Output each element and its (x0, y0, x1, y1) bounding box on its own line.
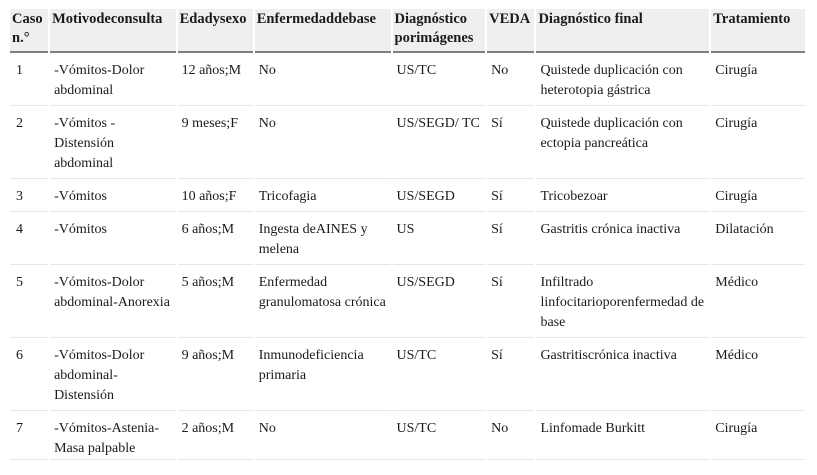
cell-diagnostico-imagenes: US/TC (393, 55, 486, 106)
cell-tratamiento: Cirugía (711, 413, 805, 460)
cell-diagnostico-final: Tricobezoar (536, 181, 709, 212)
cell-caso: 3 (10, 181, 48, 212)
cell-edad-sexo: 6 años;M (178, 214, 253, 265)
cell-caso: 4 (10, 214, 48, 265)
cell-caso: 6 (10, 340, 48, 411)
cell-tratamiento: Cirugía (711, 181, 805, 212)
cell-diagnostico-imagenes: US (393, 214, 486, 265)
cell-edad-sexo: 12 años;M (178, 55, 253, 106)
cell-enfermedad: Inmunodeficiencia primaria (255, 340, 391, 411)
cell-enfermedad: Ingesta deAINES y melena (255, 214, 391, 265)
cell-veda: Sí (487, 267, 534, 338)
cell-veda: No (487, 413, 534, 460)
cell-motivo: -Vómitos (50, 181, 176, 212)
cell-enfermedad: Enfermedad granulomatosa crónica (255, 267, 391, 338)
cell-diagnostico-imagenes: US/SEGD/ TC (393, 108, 486, 179)
cell-diagnostico-imagenes: US/TC (393, 413, 486, 460)
cell-caso: 5 (10, 267, 48, 338)
cell-diagnostico-imagenes: US/TC (393, 340, 486, 411)
header-caso: Caso n.° (10, 9, 48, 53)
cell-motivo: -Vómitos (50, 214, 176, 265)
table-body (10, 55, 805, 460)
cell-caso: 7 (10, 413, 48, 460)
cell-tratamiento: Médico (711, 340, 805, 411)
cell-edad-sexo: 9 años;M (178, 340, 253, 411)
cell-motivo: -Vómitos-Dolor abdominal-Anorexia (50, 267, 176, 338)
clinical-cases-table (8, 7, 807, 462)
cell-tratamiento: Dilatación (711, 214, 805, 265)
cell-diagnostico-final: Gastritiscrónica inactiva (536, 340, 709, 411)
table-row (10, 267, 805, 338)
cell-enfermedad: No (255, 108, 391, 179)
header-veda: VEDA (487, 9, 534, 53)
cell-tratamiento: Cirugía (711, 108, 805, 179)
header-tratamiento: Tratamiento (711, 9, 805, 53)
cell-tratamiento: Médico (711, 267, 805, 338)
table-row (10, 108, 805, 179)
cell-edad-sexo: 2 años;M (178, 413, 253, 460)
cell-edad-sexo: 9 meses;F (178, 108, 253, 179)
cell-motivo: -Vómitos-Dolor abdominal (50, 55, 176, 106)
cell-veda: No (487, 55, 534, 106)
cell-edad-sexo: 10 años;F (178, 181, 253, 212)
header-diagnostico-imagenes: Diagnóstico porimágenes (393, 9, 486, 53)
clinical-cases-table-container (8, 7, 807, 462)
cell-motivo: -Vómitos-Astenia-Masa palpable (50, 413, 176, 460)
cell-tratamiento: Cirugía (711, 55, 805, 106)
cell-diagnostico-imagenes: US/SEGD (393, 181, 486, 212)
header-enfermedad-base: Enfermedaddebase (255, 9, 391, 53)
cell-diagnostico-final: Infiltrado linfocitarioporenfermedad de base (536, 267, 709, 338)
cell-diagnostico-final: Linfomade Burkitt (536, 413, 709, 460)
cell-caso: 1 (10, 55, 48, 106)
table-row (10, 340, 805, 411)
cell-diagnostico-imagenes: US/SEGD (393, 267, 486, 338)
table-row (10, 413, 805, 460)
table-row (10, 181, 805, 212)
cell-veda: Sí (487, 108, 534, 179)
cell-enfermedad: No (255, 413, 391, 460)
table-row (10, 214, 805, 265)
cell-caso: 2 (10, 108, 48, 179)
cell-diagnostico-final: Quistede duplicación con heterotopia gástrica (536, 55, 709, 106)
header-edad-sexo: Edadysexo (178, 9, 253, 53)
header-motivo-consulta: Motivodeconsulta (50, 9, 176, 53)
cell-diagnostico-final: Quistede duplicación con ectopia pancreática (536, 108, 709, 179)
cell-veda: Sí (487, 214, 534, 265)
header-row (10, 9, 805, 53)
cell-veda: Sí (487, 340, 534, 411)
header-diagnostico-final: Diagnóstico final (536, 9, 709, 53)
cell-enfermedad: No (255, 55, 391, 106)
cell-diagnostico-final: Gastritis crónica inactiva (536, 214, 709, 265)
cell-enfermedad: Tricofagia (255, 181, 391, 212)
table-row (10, 55, 805, 106)
cell-motivo: -Vómitos-Dolor abdominal-Distensión (50, 340, 176, 411)
cell-motivo: -Vómitos -Distensión abdominal (50, 108, 176, 179)
cell-edad-sexo: 5 años;M (178, 267, 253, 338)
cell-veda: Sí (487, 181, 534, 212)
table-header (10, 9, 805, 53)
